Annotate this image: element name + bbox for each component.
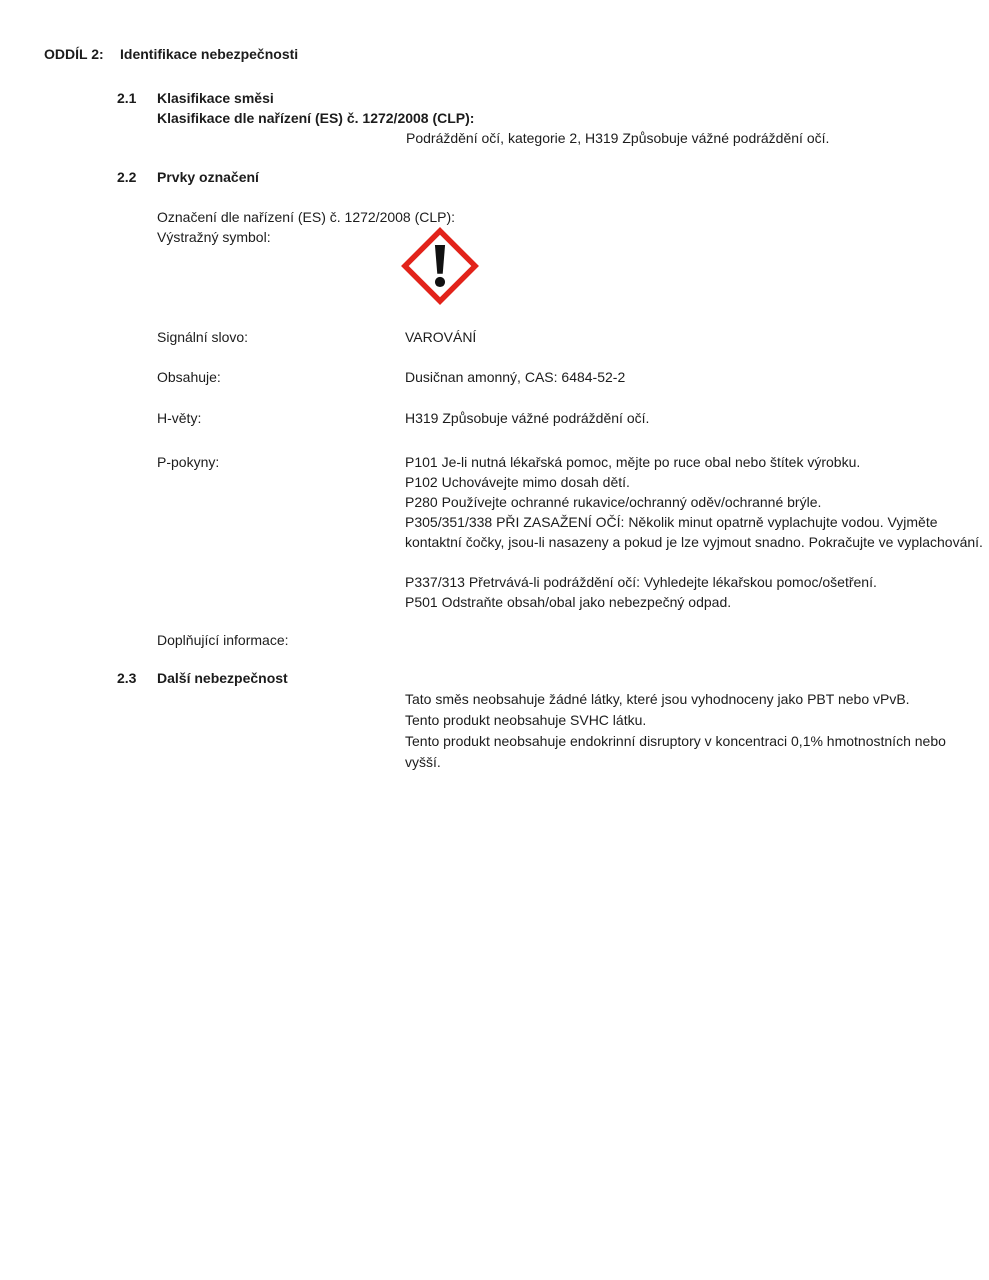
p-statement-line: kontaktní čočky, jsou-li nasazeny a pokud je lze vyjmout snadno. Pokračujte ve vyplachování. [405,534,983,550]
other-hazards-line: vyšší. [405,754,441,770]
classification-statement: Podráždění očí, kategorie 2, H319 Způsobuje vážné podráždění očí. [406,130,830,146]
other-hazards-line: Tento produkt neobsahuje SVHC látku. [405,712,647,728]
contains-label: Obsahuje: [157,369,221,385]
p-statement-line: P280 Používejte ochranné rukavice/ochranný oděv/ochranné brýle. [405,494,822,510]
other-hazards-block [405,689,965,773]
signal-word-value: VAROVÁNÍ [405,329,477,345]
section-title: Identifikace nebezpečnosti [120,46,299,62]
ghs07-exclamation-pictogram-icon [401,226,479,306]
p-statement-line: P305/351/338 PŘI ZASAŽENÍ OČÍ: Několik minut opatrně vyplachujte vodou. Vyjměte [405,514,938,530]
p-statements-block [405,452,983,612]
p-statement-line: P101 Je-li nutná lékařská pomoc, mějte po ruce obal nebo štítek výrobku. [405,454,861,470]
subsection-2-1-number: 2.1 [117,90,137,106]
contains-value: Dusičnan amonný, CAS: 6484-52-2 [405,369,626,385]
p-statement-line: P102 Uchovávejte mimo dosah dětí. [405,474,630,490]
section-number: ODDÍL 2: [44,46,104,62]
subsection-2-3-number: 2.3 [117,670,137,686]
h-statements-label: H-věty: [157,410,202,426]
subsection-2-2-title: Prvky označení [157,169,259,185]
subsection-2-2-number: 2.2 [117,169,137,185]
p-statements-label: P-pokyny: [157,454,220,470]
labeling-heading: Označení dle nařízení (ES) č. 1272/2008 (CLP): [157,209,456,225]
subsection-2-3-title: Další nebezpečnost [157,670,288,686]
h-statement-value: H319 Způsobuje vážné podráždění očí. [405,410,650,426]
other-hazards-line: Tato směs neobsahuje žádné látky, které jsou vyhodnoceny jako PBT nebo vPvB. [405,691,910,707]
p-statement-spacer [405,552,965,572]
subsection-2-1-title: Klasifikace směsi [157,90,274,106]
additional-info-label: Doplňující informace: [157,632,289,648]
pictogram-label: Výstražný symbol: [157,229,271,245]
classification-heading: Klasifikace dle nařízení (ES) č. 1272/2008 (CLP): [157,110,475,126]
p-statement-line: P501 Odstraňte obsah/obal jako nebezpečný odpad. [405,594,732,610]
signal-word-label: Signální slovo: [157,329,249,345]
p-statement-line: P337/313 Přetrvává-li podráždění očí: Vyhledejte lékařskou pomoc/ošetření. [405,574,877,590]
other-hazards-line: Tento produkt neobsahuje endokrinní disruptory v koncentraci 0,1% hmotnostních nebo [405,733,946,749]
